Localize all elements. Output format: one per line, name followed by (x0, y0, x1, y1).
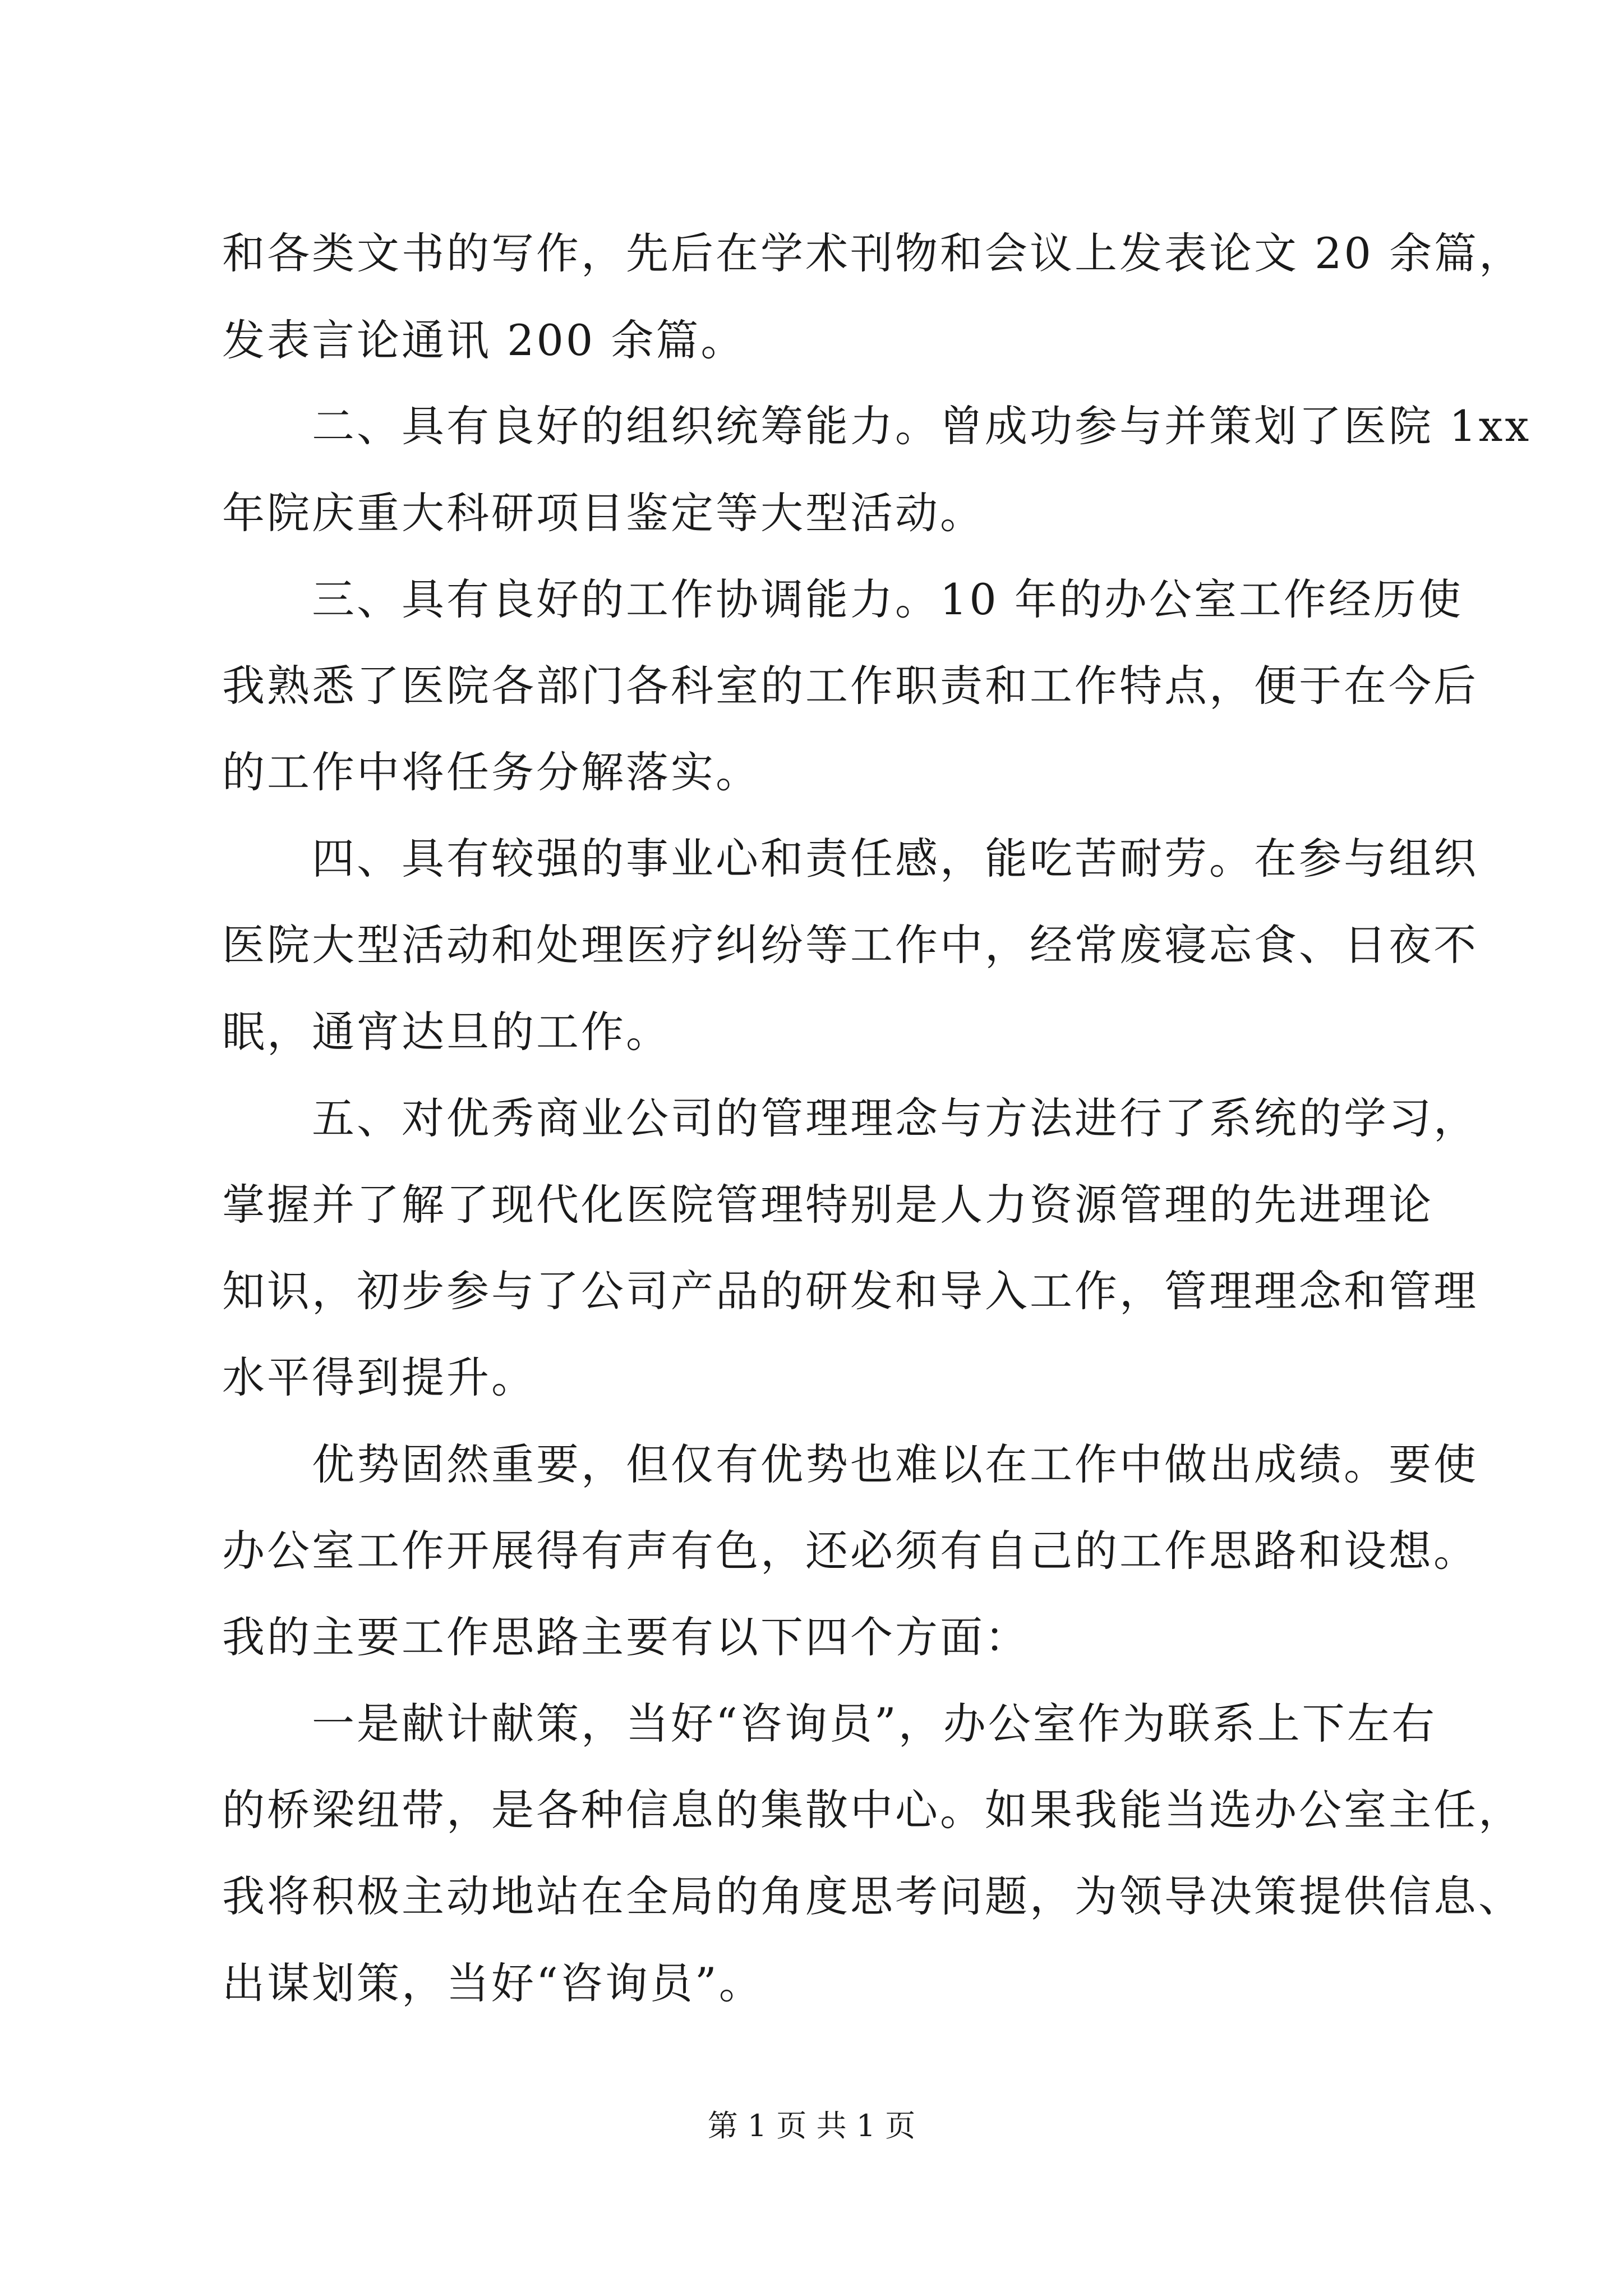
page-number-label: 第 1 页 共 1 页 (707, 2108, 916, 2143)
text-line: 办公室工作开展得有声有色，还必须有自己的工作思路和设想。 (222, 1526, 1478, 1576)
text-line: 一是献计献策，当好“咨询员”，办公室作为联系上下左右 (222, 1699, 1437, 1749)
text-line: 眠，通宵达旦的工作。 (222, 1007, 671, 1057)
text-line: 我的主要工作思路主要有以下四个方面： (222, 1612, 1030, 1662)
text-line: 发表言论通讯 200 余篇。 (222, 315, 746, 365)
text-line: 的桥梁纽带，是各种信息的集散中心。如果我能当选办公室主任， (222, 1785, 1523, 1835)
text-line: 和各类文书的写作，先后在学术刊物和会议上发表论文 20 余篇， (222, 228, 1524, 278)
text-line: 二、具有良好的组织统筹能力。曾成功参与并策划了医院 1xx (222, 401, 1532, 451)
text-line: 我将积极主动地站在全局的角度思考问题，为领导决策提供信息、 (222, 1871, 1523, 1921)
text-line: 水平得到提升。 (222, 1352, 536, 1402)
text-line: 四、具有较强的事业心和责任感，能吃苦耐劳。在参与组织 (222, 834, 1478, 884)
text-line: 五、对优秀商业公司的管理理念与方法进行了系统的学习， (222, 1093, 1478, 1143)
text-line: 出谋划策，当好“咨询员”。 (222, 1958, 764, 2008)
text-line: 掌握并了解了现代化医院管理特别是人力资源管理的先进理论 (222, 1180, 1433, 1230)
page-footer (0, 2106, 1623, 2146)
text-line: 的工作中将任务分解落实。 (222, 747, 760, 797)
text-line: 年院庆重大科研项目鉴定等大型活动。 (222, 488, 985, 538)
text-line: 医院大型活动和处理医疗纠纷等工作中，经常废寝忘食、日夜不 (222, 920, 1478, 970)
text-line: 知识，初步参与了公司产品的研发和导入工作，管理理念和管理 (222, 1266, 1478, 1316)
text-line: 优势固然重要，但仅有优势也难以在工作中做出成绩。要使 (222, 1439, 1478, 1489)
text-line: 我熟悉了医院各部门各科室的工作职责和工作特点，便于在今后 (222, 661, 1478, 711)
text-line: 三、具有良好的工作协调能力。10 年的办公室工作经历使 (222, 574, 1463, 624)
